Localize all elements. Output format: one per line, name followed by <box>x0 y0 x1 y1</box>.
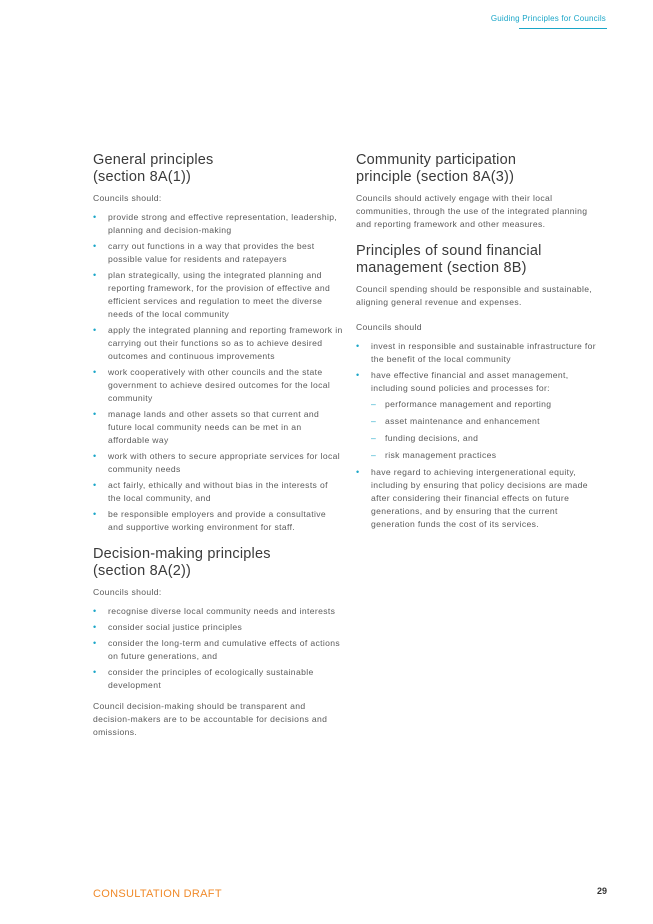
financial-subitems-list <box>371 398 602 462</box>
financial-management-section <box>356 243 602 531</box>
dash-icon: – <box>371 450 377 460</box>
decision-principles-list <box>93 605 343 692</box>
bullet-icon: • <box>93 480 97 490</box>
bullet-icon: • <box>93 622 97 632</box>
list-item: • consider social justice principles <box>93 622 243 632</box>
bullet-icon: • <box>93 667 97 677</box>
sub-list-item: – funding decisions, and <box>371 433 479 443</box>
community-body: Councils should actively engage with their local communities, through the use of the integrated planning and reporting framework and other measures. <box>356 193 588 229</box>
list-item: • provide strong and effective representation, leadership, planning and decision-making <box>93 212 338 235</box>
bullet-icon: • <box>93 638 97 648</box>
general-principles-list <box>93 211 343 534</box>
bullet-icon: • <box>356 467 360 477</box>
list-item: • consider the long-term and cumulative effects of actions on future generations, and <box>93 638 341 661</box>
list-item: • have regard to achieving intergenerational equity, including by ensuring that policy decisions are made after considering their financial effects on future generations, and by ensuring that the current generation funds the cost of its services. <box>356 467 588 529</box>
bullet-icon: • <box>93 270 97 280</box>
community-participation-heading: Community participation principle (section 8A(3)) <box>356 152 517 185</box>
list-item: • plan strategically, using the integrated planning and reporting framework, for the provision of effective and efficient services and regulation to meet the diverse needs of the local community <box>93 270 331 319</box>
general-principles-heading: General principles (section 8A(1)) <box>93 152 214 185</box>
list-item: • have effective financial and asset management, including sound policies and processes for: – performance management and reporting – asset maintenance and enhancement – funding decisions, and – risk management practices <box>356 369 602 462</box>
bullet-icon: • <box>93 509 97 519</box>
footer-label: CONSULTATION DRAFT <box>93 888 222 900</box>
page-number: 29 <box>596 886 607 896</box>
list-item: • be responsible employers and provide a consultative and supportive working environment for staff. <box>93 509 327 532</box>
sub-list-item: – performance management and reporting <box>371 399 552 409</box>
list-item: • manage lands and other assets so that current and future local community needs can be met in an affordable way <box>93 409 320 445</box>
bullet-icon: • <box>93 241 97 251</box>
financial-intro: Councils should <box>356 322 422 332</box>
decision-intro: Councils should: <box>93 587 162 597</box>
list-item: • recognise diverse local community needs and interests <box>93 606 336 616</box>
bullet-icon: • <box>93 367 97 377</box>
dash-icon: – <box>371 416 377 426</box>
list-item: • act fairly, ethically and without bias in the interests of the local community, and <box>93 480 328 503</box>
list-item: • work cooperatively with other councils and the state government to achieve desired outcomes for the local community <box>93 367 331 403</box>
list-item: • consider the principles of ecologically sustainable development <box>93 667 314 690</box>
bullet-icon: • <box>93 325 97 335</box>
list-item: • invest in responsible and sustainable infrastructure for the benefit of the local community <box>356 341 597 364</box>
dash-icon: – <box>371 399 377 409</box>
right-column <box>356 152 602 539</box>
decision-closing: Council decision-making should be transparent and decision-makers are to be accountable for decisions and omissions. <box>93 701 328 737</box>
bullet-icon: • <box>356 370 360 380</box>
financial-management-heading: Principles of sound financial management (section 8B) <box>356 243 542 276</box>
sub-list-item: – asset maintenance and enhancement <box>371 416 540 426</box>
bullet-icon: • <box>356 341 360 351</box>
general-principles-section <box>93 152 343 534</box>
running-header: Guiding Principles for Councils <box>490 14 606 23</box>
decision-making-heading: Decision-making principles (section 8A(2)) <box>93 546 271 579</box>
bullet-icon: • <box>93 606 97 616</box>
list-item: • apply the integrated planning and reporting framework in carrying out their functions so as to achieve desired outcomes and continuous improvements <box>93 325 343 361</box>
header-rule <box>519 28 607 29</box>
financial-body: Council spending should be responsible and sustainable, aligning general revenue and expenses. <box>356 284 593 307</box>
bullet-icon: • <box>93 409 97 419</box>
list-item: • carry out functions in a way that provides the best possible value for residents and ratepayers <box>93 241 315 264</box>
bullet-icon: • <box>93 451 97 461</box>
financial-principles-list <box>356 340 602 531</box>
left-column <box>93 152 343 745</box>
decision-making-section <box>93 546 343 739</box>
dash-icon: – <box>371 433 377 443</box>
list-item: • work with others to secure appropriate services for local community needs <box>93 451 341 474</box>
bullet-icon: • <box>93 212 97 222</box>
community-participation-section <box>356 152 602 231</box>
general-intro: Councils should: <box>93 193 162 203</box>
sub-list-item: – risk management practices <box>371 450 497 460</box>
